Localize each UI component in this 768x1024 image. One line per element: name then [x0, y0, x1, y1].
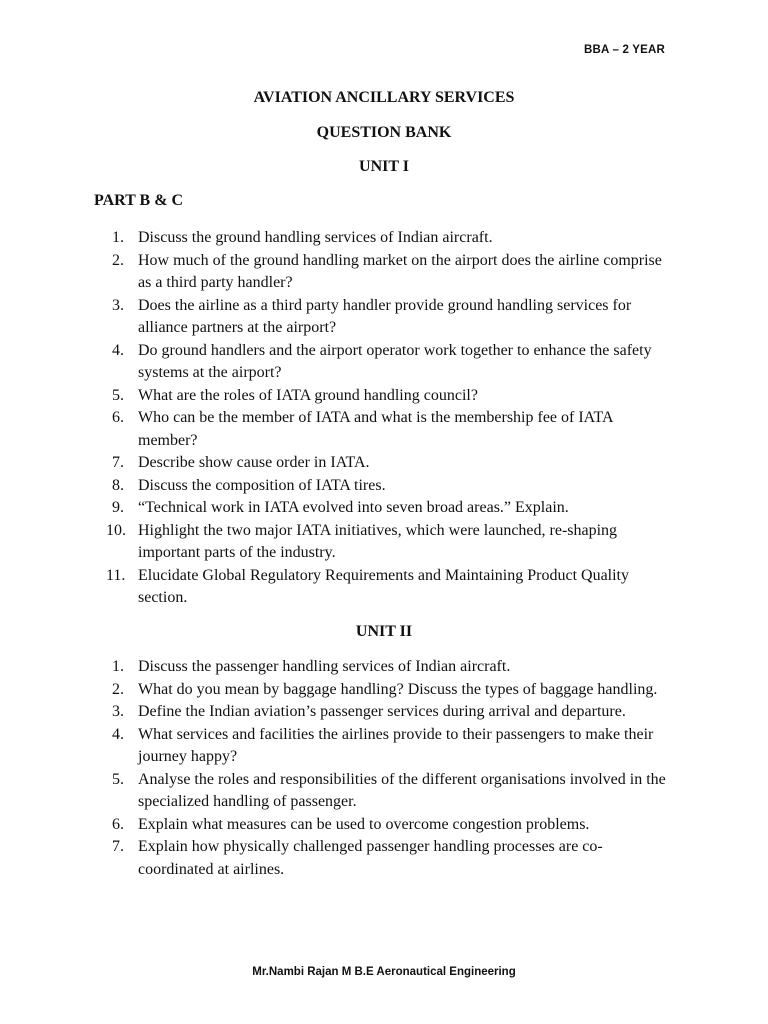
- question-text: Do ground handlers and the airport operator work together to enhance the safety systems at the airport?: [138, 341, 652, 381]
- question-item: [0, 407, 768, 452]
- question-number: 7.: [112, 838, 124, 855]
- question-number: 1.: [112, 229, 124, 246]
- question-item: [0, 497, 768, 520]
- question-number: 8.: [112, 476, 124, 494]
- question-text: Explain how physically challenged passenger handling processes are co-coordinated at airlines.: [138, 838, 603, 878]
- unit-2-title: UNIT II: [355, 623, 413, 640]
- question-number: 6.: [112, 409, 124, 426]
- question-text: What do you mean by baggage handling? Discuss the types of baggage handling.: [138, 680, 658, 698]
- question-item: [0, 814, 768, 837]
- question-number: 2.: [112, 680, 124, 698]
- question-text: Explain what measures can be used to overcome congestion problems.: [138, 815, 590, 833]
- question-item: [0, 565, 768, 610]
- question-text: What are the roles of IATA ground handling council?: [138, 386, 478, 404]
- question-item: [0, 227, 768, 250]
- question-text: Elucidate Global Regulatory Requirements and Maintaining Product Quality section.: [138, 566, 629, 606]
- question-number: 1.: [112, 658, 124, 675]
- question-item: [0, 250, 768, 295]
- question-item: [0, 295, 768, 340]
- question-text: Analyse the roles and responsibilities of the different organisations involved in the specialized handling of passenger.: [138, 770, 666, 810]
- question-item: [0, 701, 768, 724]
- question-number: 7.: [112, 454, 124, 471]
- question-item: [0, 520, 768, 565]
- question-number: 4.: [112, 341, 124, 359]
- question-text: Does the airline as a third party handler provide ground handling services for alliance partners at the airport?: [138, 296, 632, 336]
- question-text: Discuss the ground handling services of Indian aircraft.: [138, 229, 493, 246]
- question-text: Define the Indian aviation’s passenger services during arrival and departure.: [138, 703, 626, 720]
- course-header: BBA – 2 YEAR: [583, 44, 665, 56]
- question-number: 3.: [112, 703, 124, 720]
- question-item: [0, 679, 768, 702]
- question-number: 5.: [112, 770, 124, 788]
- question-number: 2.: [112, 251, 124, 269]
- question-number: 10.: [106, 521, 126, 539]
- question-text: Discuss the composition of IATA tires.: [138, 476, 386, 494]
- question-text: How much of the ground handling market on the airport does the airline comprise as a third party handler?: [138, 251, 662, 291]
- unit-1-question-list: [0, 227, 768, 610]
- question-item: [0, 385, 768, 408]
- question-text: “Technical work in IATA evolved into seven broad areas.” Explain.: [138, 499, 569, 516]
- question-number: 9.: [112, 499, 124, 516]
- question-number: 3.: [112, 296, 124, 314]
- question-text: What services and facilities the airlines provide to their passengers to make their journey happy?: [138, 725, 654, 765]
- question-item: [0, 836, 768, 881]
- unit-1-title: UNIT I: [359, 158, 409, 175]
- question-text: Describe show cause order in IATA.: [138, 454, 370, 471]
- footer-author: Mr.Nambi Rajan M B.E Aeronautical Engineering: [252, 966, 516, 978]
- document-subtitle: QUESTION BANK: [316, 124, 452, 141]
- part-heading: PART B & C: [94, 192, 184, 209]
- question-item: [0, 724, 768, 769]
- question-number: 11.: [106, 566, 126, 584]
- question-item: [0, 452, 768, 475]
- question-item: [0, 769, 768, 814]
- question-number: 6.: [112, 815, 124, 833]
- question-item: [0, 475, 768, 498]
- document-title: AVIATION ANCILLARY SERVICES: [253, 89, 515, 106]
- question-number: 4.: [112, 725, 124, 743]
- question-text: Who can be the member of IATA and what is the membership fee of IATA member?: [138, 409, 613, 449]
- question-text: Discuss the passenger handling services of Indian aircraft.: [138, 658, 511, 675]
- question-number: 5.: [112, 386, 124, 404]
- question-text: Highlight the two major IATA initiatives, which were launched, re-shaping important parts of the industry.: [138, 521, 618, 561]
- unit-2-question-list: [0, 656, 768, 881]
- question-item: [0, 340, 768, 385]
- question-item: [0, 656, 768, 679]
